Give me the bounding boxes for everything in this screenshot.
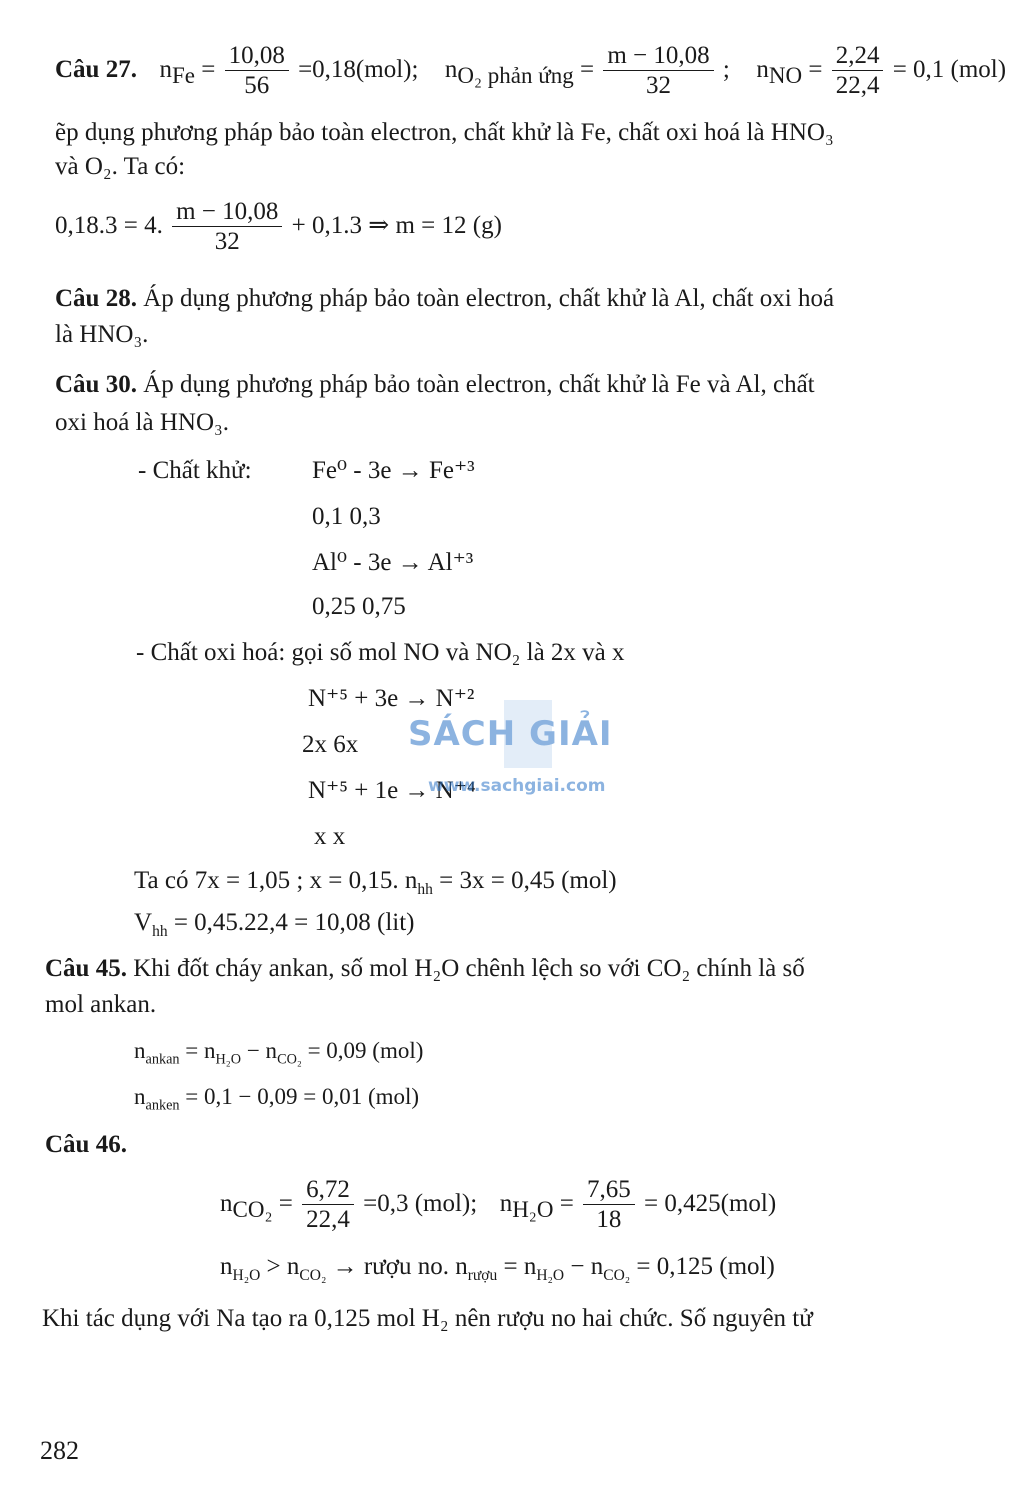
n1-equation: N⁺⁵ + 3e → N⁺² [308, 685, 475, 712]
cau45-formula-2: $n_{anken} = 0,1 - 0,09 = 0,01$ (mol) [134, 1084, 420, 1114]
cau27-line1: Câu 27. $n_{Fe}$ = $\frac{10,08}{56}$ =0,18(mol); $n_{O_2 phản ứng}$ = $\frac{m - 10,08}{32}$ ; $n_{NO}$ = $\frac{2,24}{22,4}$ = 0,1 (mol) [55, 42, 1007, 99]
cau27-text-1: ẽp dụng phương pháp bảo toàn electron, chất khử là Fe, chất oxi hoá là HNO₃ [55, 119, 834, 146]
cau46-line1: $n_{CO_2}$ = $\frac{6,72}{22,4}$ =0,3 (mol); $n_{H_2O}$ = $\frac{7,65}{18}$ = 0,425(mol) [220, 1176, 777, 1233]
cau27-equation: 0,18.3 = 4. $\frac{m - 10,08}{32}$ + 0,1.3 ⇒ m = 12 (g) [55, 198, 502, 255]
chat-oxi-hoa-label: - Chất oxi hoá: gọi số mol NO và NO₂ là 2x và x [136, 639, 625, 666]
cau46-last-line: Khi tác dụng với Na tạo ra 0,125 mol H₂ nên rượu no hai chức. Số nguyên tử [42, 1305, 813, 1332]
cau28-line2: là HNO₃. [55, 321, 149, 348]
fe-moles: 0,1 0,3 [312, 503, 381, 530]
cau45-line2: mol ankan. [45, 991, 157, 1018]
fraction-eq: $\frac{m - 10,08}{32}$ [172, 198, 282, 257]
cau30-title: Câu 30. [55, 371, 137, 398]
cau28-title: Câu 28. [55, 285, 137, 312]
fraction-fe: $\frac{10,08}{56}$ [225, 42, 289, 101]
cau27-title: Câu 27. [55, 56, 137, 84]
n1-moles: 2x 6x [302, 731, 359, 758]
page-number: 282 [40, 1436, 79, 1465]
chat-khu-label: - Chất khử: [138, 457, 252, 484]
al-moles: 0,25 0,75 [312, 593, 406, 620]
cau46-line2: $n_{H_2O} > n_{CO_2}$ → rượu no. $n_{rượu} = n_{H_2O} - n_{CO_2} = 0,125$ (mol) [220, 1253, 775, 1284]
cau46-title: Câu 46. [45, 1131, 127, 1158]
fraction-o2: $\frac{m - 10,08}{32}$ [603, 42, 713, 101]
cau30-line1: Câu 30. Áp dụng phương pháp bảo toàn electron, chất khử là Fe và Al, chất [55, 371, 815, 398]
cau28-line1: Câu 28. Áp dụng phương pháp bảo toàn electron, chất khử là Al, chất oxi hoá [55, 285, 835, 312]
n2-equation: N⁺⁵ + 1e → N⁺⁴ [308, 777, 476, 804]
cau30-line2: oxi hoá là HNO₃. [55, 409, 229, 436]
fraction-no: $\frac{2,24}{22,4}$ [832, 42, 884, 101]
cau27-text-2: và O₂. Ta có: [55, 153, 186, 180]
al-equation: Al⁰ - 3e → Al⁺³ [312, 549, 474, 576]
cau45-formula-1: $n_{ankan} = n_{H_2O} - n_{CO_2} = 0,09$ (mol) [134, 1038, 424, 1068]
watermark-logo: SÁCH GIẢI [408, 714, 613, 754]
watermark [408, 700, 618, 810]
fraction-co2: $\frac{6,72}{22,4}$ [302, 1176, 354, 1235]
cau45-line1: Câu 45. Khi đốt cháy ankan, số mol H₂O chênh lệch so với CO₂ chính là số [45, 955, 805, 982]
n2-moles: x x [314, 823, 346, 850]
cau45-title: Câu 45. [45, 955, 127, 982]
volume-line: $V_{hh} = 0,45.22,4 = 10,08$ (lit) [134, 909, 415, 940]
fe-equation: Fe⁰ - 3e → Fe⁺³ [312, 457, 475, 484]
fraction-h2o: $\frac{7,65}{18}$ [583, 1176, 635, 1235]
watermark-url: www.sachgiai.com [428, 776, 606, 796]
ta-co-line: Ta có 7x = 1,05 ; x = 0,15. $n_{hh} = 3x = 0,45$ (mol) [134, 867, 617, 898]
